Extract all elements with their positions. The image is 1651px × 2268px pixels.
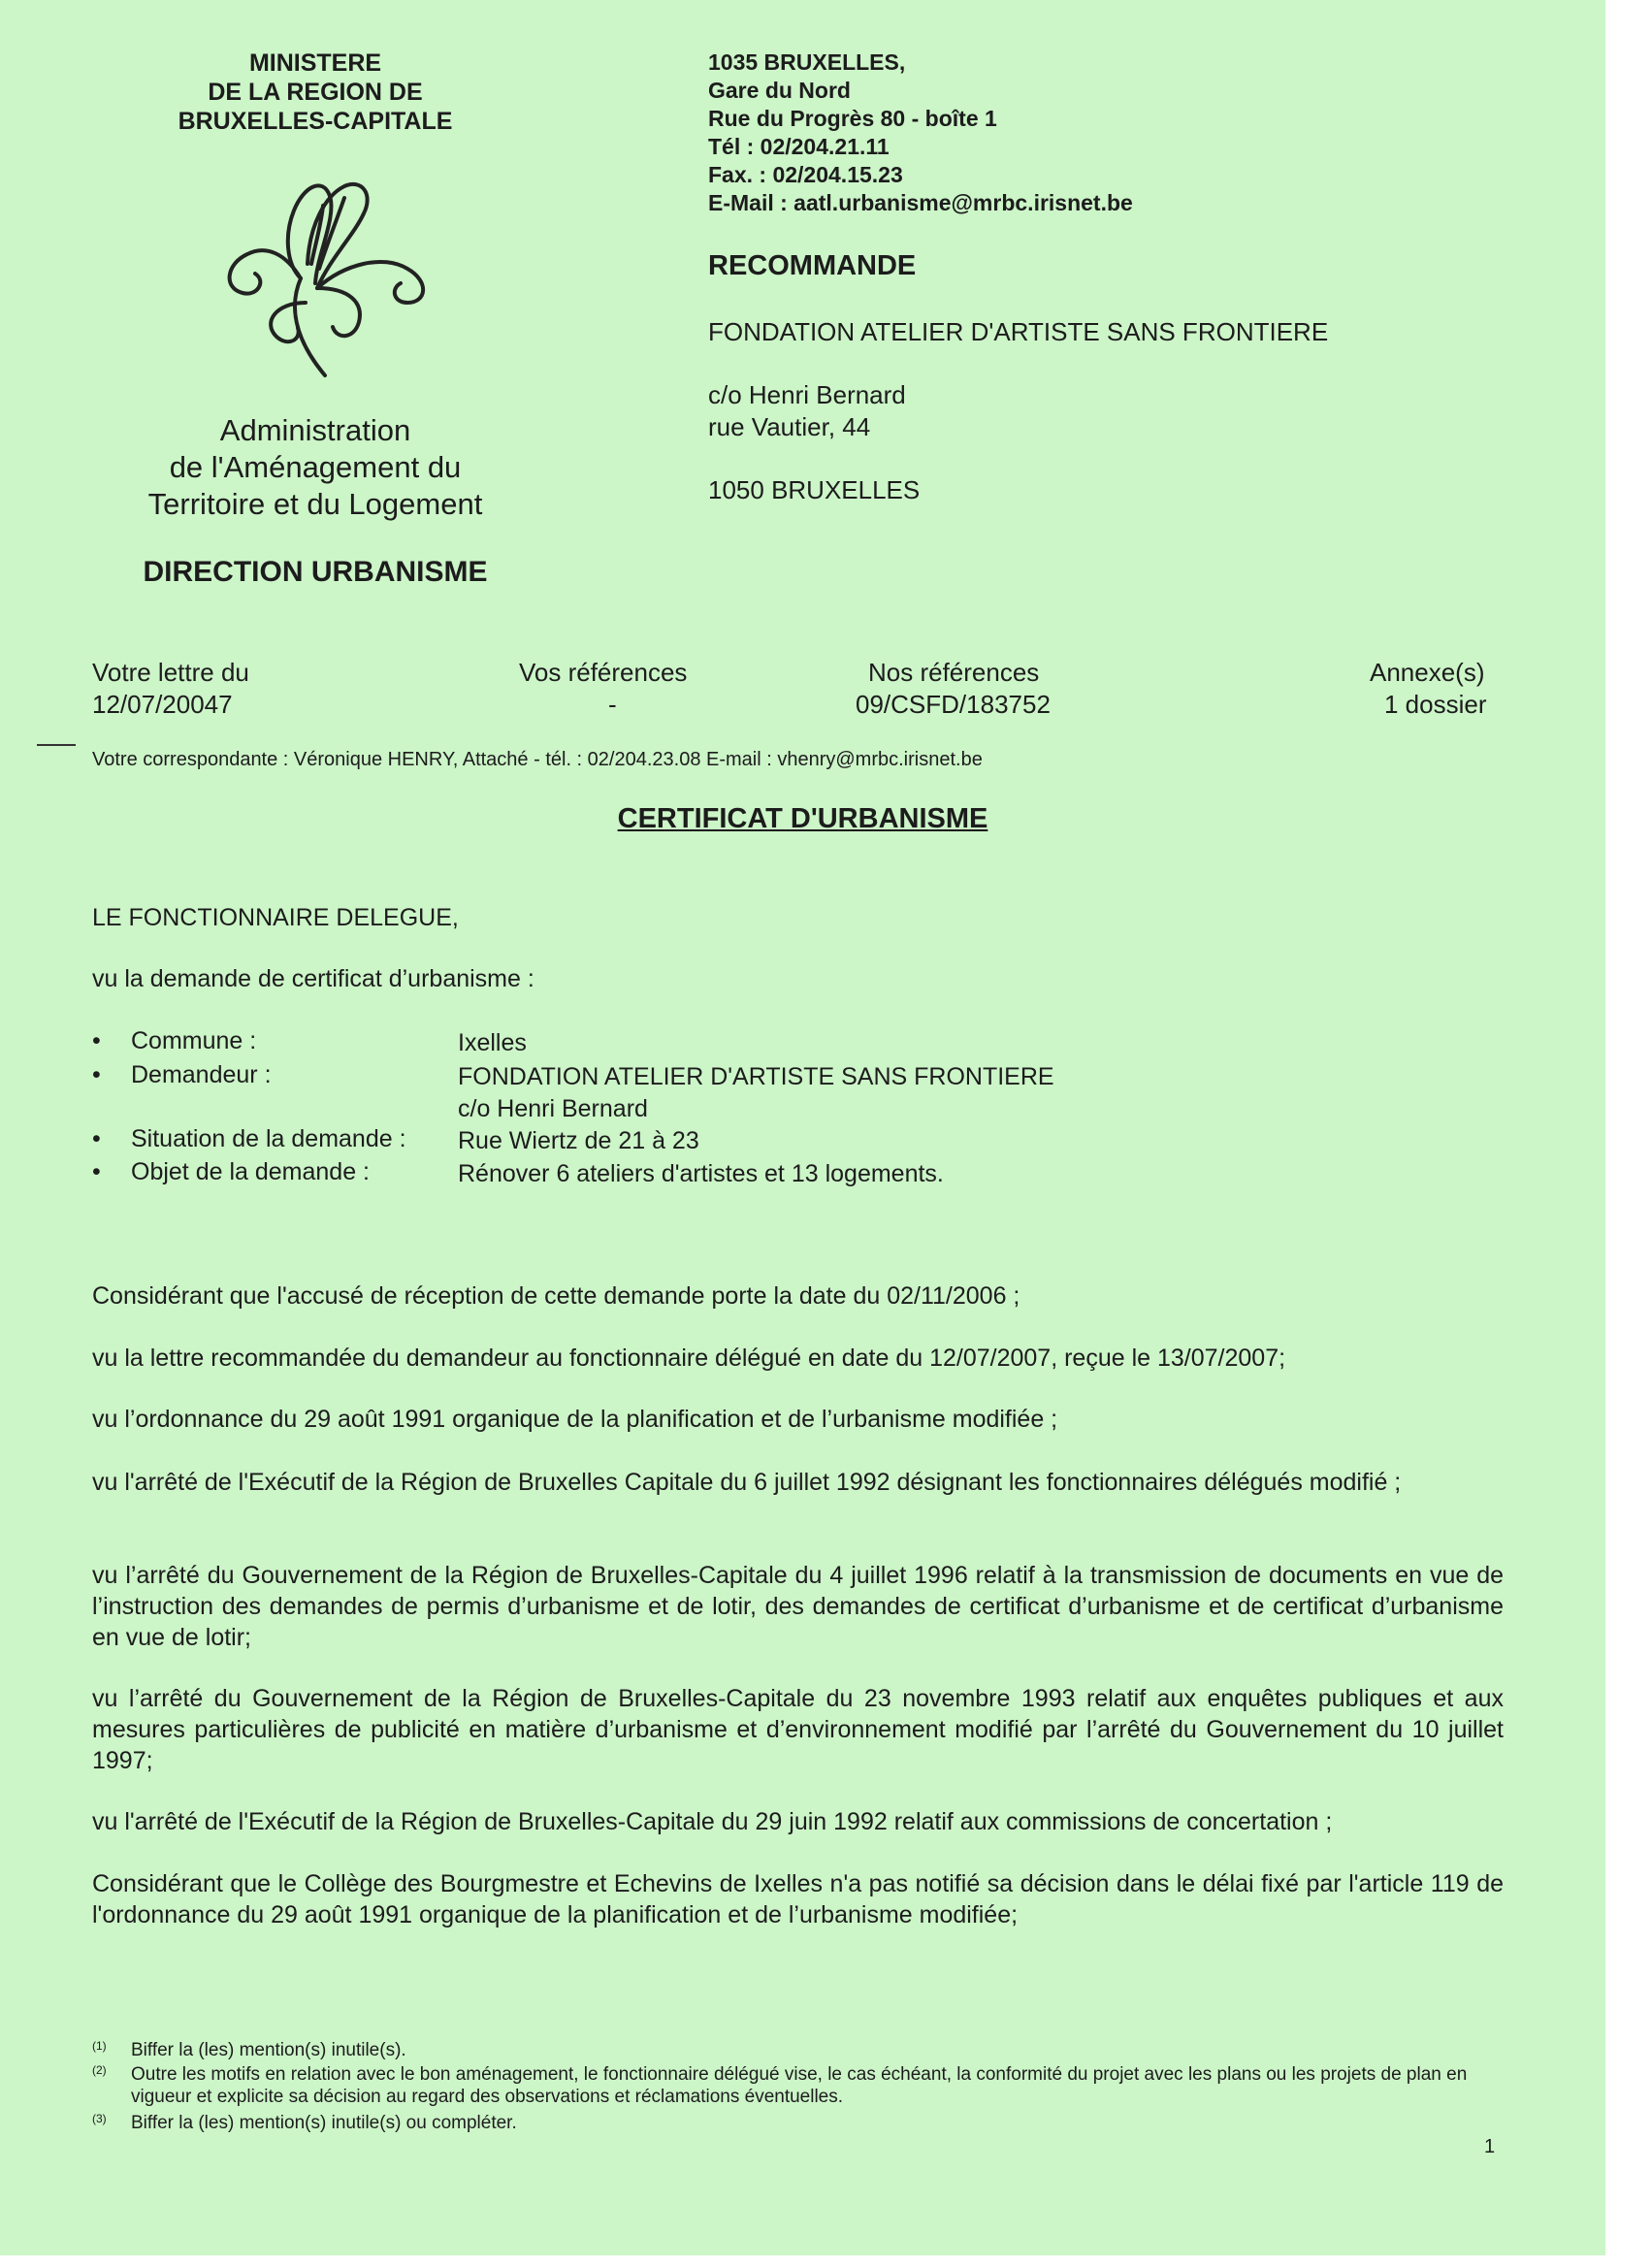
recommande-label: RECOMMANDE <box>708 250 917 281</box>
iris-logo-icon <box>209 167 451 390</box>
commune-value: Ixelles <box>458 1029 527 1056</box>
list-item: • Commune : <box>92 1027 257 1054</box>
paragraph: vu la lettre recommandée du demandeur au fonctionnaire délégué en date du 12/07/2007, reçue le 13/07/2007; <box>92 1345 1286 1372</box>
votre-lettre-label: Votre lettre du <box>92 658 249 687</box>
footnote-mark: (2) <box>92 2063 107 2077</box>
vos-references-label: Vos références <box>519 658 688 687</box>
demandeur-care-of: c/o Henri Bernard <box>458 1095 648 1122</box>
paragraph: vu l’arrêté du Gouvernement de la Région de Bruxelles-Capitale du 4 juillet 1996 relatif à la transmission de documents en vue de l’instruction des demandes de permis d’urbanisme et de lotir, des demandes de certificat d’urbanisme et de certificat d’urbanisme en vue de lotir; <box>92 1562 1504 1651</box>
administration-line: de l'Aménagement du <box>169 450 462 484</box>
list-item: • Objet de la demande : <box>92 1158 370 1185</box>
recipient-care-of: c/o Henri Bernard <box>708 380 906 409</box>
contact-line: 1035 BRUXELLES, <box>708 49 906 75</box>
intro-text: LE FONCTIONNAIRE DELEGUE, <box>92 904 459 931</box>
paragraph: Considérant que le Collège des Bourgmestre et Echevins de Ixelles n'a pas notifié sa décision dans le délai fixé par l'article 119 de l'ordonnance du 29 août 1991 organique de la planification et de l’urbanisme modifiée; <box>92 1870 1504 1928</box>
contact-block <box>708 49 1133 217</box>
ministry-line: MINISTERE <box>248 49 382 77</box>
vu-demande-text: vu la demande de certificat d’urbanisme : <box>92 965 534 992</box>
votre-lettre-value: 12/07/20047 <box>92 690 233 719</box>
nos-references-value: 09/CSFD/183752 <box>856 690 1051 719</box>
footnote-mark: (1) <box>92 2039 107 2053</box>
margin-dash <box>37 744 76 746</box>
administration-line: Administration <box>219 413 411 447</box>
demandeur-value: FONDATION ATELIER D'ARTISTE SANS FRONTIERE <box>458 1063 1054 1090</box>
situation-value: Rue Wiertz de 21 à 23 <box>458 1127 699 1154</box>
recipient-street: rue Vautier, 44 <box>708 412 871 441</box>
footnote-mark: (3) <box>92 2112 107 2125</box>
list-item: • Situation de la demande : <box>92 1125 406 1152</box>
direction-name: DIRECTION URBANISME <box>143 556 488 588</box>
commune-label: Commune : <box>131 1027 257 1054</box>
vos-references-value: - <box>608 690 617 719</box>
annexes-label: Annexe(s) <box>1370 658 1485 687</box>
footnote-text: Outre les motifs en relation avec le bon aménagement, le fonctionnaire délégué vise, le cas échéant, la conformité du projet avec les plans ou les projets de plan en vigueur et explicite sa décision au regard des observations et réclamations éventuelles. <box>131 2064 1468 2107</box>
footnote-text: Biffer la (les) mention(s) inutile(s). <box>131 2040 406 2060</box>
contact-line: Tél : 02/204.21.11 <box>708 134 890 159</box>
footnote <box>92 2063 1508 2108</box>
contact-line: Rue du Progrès 80 - boîte 1 <box>708 106 997 131</box>
annexes-value: 1 dossier <box>1384 690 1487 719</box>
contact-email: E-Mail : aatl.urbanisme@mrbc.irisnet.be <box>708 190 1133 215</box>
document-title: CERTIFICAT D'URBANISME <box>617 803 988 834</box>
paragraph: vu l'arrêté de l'Exécutif de la Région de Bruxelles-Capitale du 29 juin 1992 relatif aux commissions de concertation ; <box>92 1808 1333 1835</box>
recipient-city: 1050 BRUXELLES <box>708 475 921 504</box>
page-number: 1 <box>1484 2136 1496 2157</box>
objet-label: Objet de la demande : <box>131 1158 370 1185</box>
footnote <box>92 2039 1508 2061</box>
objet-value: Rénover 6 ateliers d'artistes et 13 logements. <box>458 1160 944 1187</box>
contact-line: Fax. : 02/204.15.23 <box>708 162 903 187</box>
ministry-line: DE LA REGION DE <box>208 79 423 106</box>
ministry-line: BRUXELLES-CAPITALE <box>178 108 453 135</box>
paragraph: vu l’arrêté du Gouvernement de la Région de Bruxelles-Capitale du 23 novembre 1993 relatif aux enquêtes publiques et aux mesures particulières de publicité en matière d’urbanisme et d’environnement modifié par l’arrêté du Gouvernement du 10 juillet 1997; <box>92 1685 1504 1774</box>
paragraph: vu l'arrêté de l'Exécutif de la Région de Bruxelles Capitale du 6 juillet 1992 désignant les fonctionnaires délégués modifié ; <box>92 1469 1402 1496</box>
nos-references-label: Nos références <box>868 658 1040 687</box>
administration-line: Territoire et du Logement <box>147 487 483 521</box>
paragraph: Considérant que l'accusé de réception de cette demande porte la date du 02/11/2006 ; <box>92 1282 1020 1310</box>
footnote <box>92 2112 1508 2134</box>
recipient-name: FONDATION ATELIER D'ARTISTE SANS FRONTIERE <box>708 317 1329 346</box>
list-item: • Demandeur : <box>92 1061 272 1088</box>
footnote-text: Biffer la (les) mention(s) inutile(s) ou compléter. <box>131 2113 517 2133</box>
paragraph: vu l’ordonnance du 29 août 1991 organique de la planification et de l’urbanisme modifiée ; <box>92 1406 1058 1433</box>
contact-line: Gare du Nord <box>708 78 851 103</box>
ministry-name <box>116 49 514 136</box>
correspondant-line: Votre correspondante : Véronique HENRY, Attaché - tél. : 02/204.23.08 E-mail : vhenry@mrbc.irisnet.be <box>92 749 983 770</box>
situation-label: Situation de la demande : <box>131 1125 406 1152</box>
demandeur-label: Demandeur : <box>131 1061 272 1088</box>
administration-name <box>97 412 534 523</box>
